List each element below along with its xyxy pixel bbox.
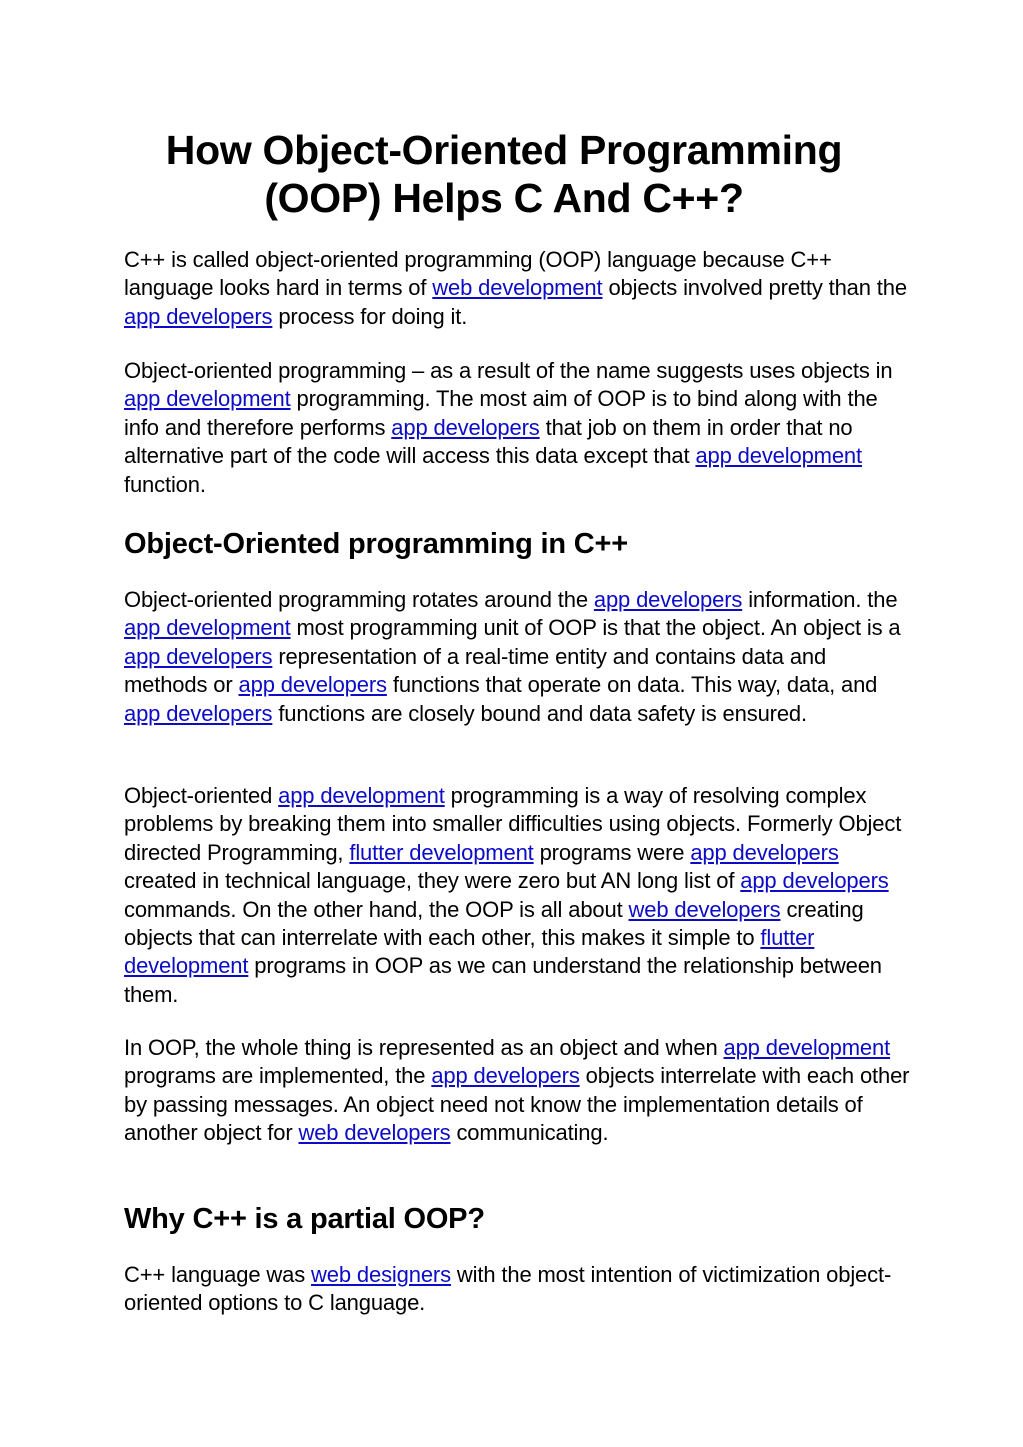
paragraph-oop-object bbox=[124, 586, 914, 728]
paragraph-partial-oop bbox=[124, 1261, 914, 1318]
text: C++ language was bbox=[124, 1262, 312, 1287]
title-line-2: (OOP) Helps C And C++? bbox=[264, 175, 744, 221]
text: programming. The most aim of OOP is to bind along with the info and therefore performs bbox=[124, 386, 878, 440]
text: In OOP, the whole thing is represented as an object and when bbox=[124, 1035, 724, 1060]
text: programs are implemented, the bbox=[124, 1063, 432, 1089]
link-app-development[interactable]: app development bbox=[124, 615, 291, 641]
link-app-development[interactable]: app development bbox=[723, 1035, 891, 1060]
text: creating objects that can interrelate with each other, this makes it simple to bbox=[124, 896, 864, 951]
link-app-development[interactable]: app development bbox=[695, 443, 862, 469]
text: that job on them in order that no alternative part of the code will access this data except that bbox=[124, 414, 853, 469]
paragraph-oop-messages bbox=[124, 1034, 914, 1148]
paragraph-intro bbox=[124, 246, 914, 331]
text: functions that operate on data. This way, data, and bbox=[386, 672, 878, 698]
text: Object-oriented programming – as a result of the name suggests uses objects in bbox=[124, 358, 893, 383]
link-app-developers[interactable]: app developers bbox=[124, 303, 273, 329]
text: programs in OOP as we can understand the relationship between them. bbox=[124, 953, 882, 1007]
title-line-1: How Object-Oriented Programming bbox=[165, 127, 843, 173]
text: process for doing it. bbox=[272, 303, 468, 329]
section-heading-oop-in-cpp: Object-Oriented programming in C++ bbox=[124, 528, 628, 560]
text: Object-oriented bbox=[124, 783, 279, 808]
link-app-development[interactable]: app development bbox=[124, 386, 291, 412]
link-app-developers[interactable]: app developers bbox=[238, 672, 387, 698]
paragraph-oop-approach bbox=[124, 782, 914, 1009]
link-app-developers[interactable]: app developers bbox=[124, 700, 273, 726]
text: commands. On the other hand, the OOP is all about bbox=[124, 896, 629, 922]
text: representation of a real-time entity and contains data and methods or bbox=[124, 643, 827, 698]
link-app-developers[interactable]: app developers bbox=[431, 1063, 580, 1089]
link-web-developers[interactable]: web developers bbox=[628, 896, 781, 922]
text: objects involved pretty than the bbox=[602, 275, 907, 301]
link-web-development[interactable]: web development bbox=[432, 275, 603, 301]
text: with the most intention of victimization object-oriented options to C language. bbox=[124, 1262, 892, 1316]
link-app-developers[interactable]: app developers bbox=[593, 587, 743, 612]
link-app-developers[interactable]: app developers bbox=[740, 868, 889, 894]
text: programs were bbox=[533, 839, 691, 865]
link-app-development[interactable]: app development bbox=[278, 783, 445, 808]
text: created in technical language, they were zero but AN long list of bbox=[124, 868, 741, 894]
text: programming is a way of resolving complex problems by breaking them into smaller difficulties using objects. Formerly Object directed Programming, bbox=[124, 783, 902, 865]
text: objects interrelate with each other by passing messages. An object need not know the implementation details of another object for bbox=[124, 1063, 910, 1146]
link-flutter-development[interactable]: flutter development bbox=[124, 925, 815, 979]
paragraph-oop-definition bbox=[124, 357, 914, 499]
link-app-developers[interactable]: app developers bbox=[124, 643, 273, 669]
text: functions are closely bound and data safety is ensured. bbox=[272, 700, 807, 726]
text: information. the bbox=[742, 587, 898, 612]
text: C++ is called object-oriented programming (OOP) language because C++ language looks hard in terms of bbox=[124, 247, 832, 301]
text: communicating. bbox=[450, 1120, 609, 1146]
section-heading-partial-oop: Why C++ is a partial OOP? bbox=[124, 1203, 485, 1235]
link-flutter-development[interactable]: flutter development bbox=[349, 839, 534, 865]
link-web-designers[interactable]: web designers bbox=[311, 1262, 451, 1287]
text: Object-oriented programming rotates around the bbox=[124, 587, 594, 612]
text: most programming unit of OOP is that the object. An object is a bbox=[290, 615, 901, 641]
link-web-developers[interactable]: web developers bbox=[298, 1120, 451, 1146]
link-app-developers[interactable]: app developers bbox=[391, 414, 540, 440]
page-title bbox=[114, 126, 894, 222]
link-app-developers[interactable]: app developers bbox=[690, 839, 839, 865]
text: function. bbox=[124, 471, 206, 497]
